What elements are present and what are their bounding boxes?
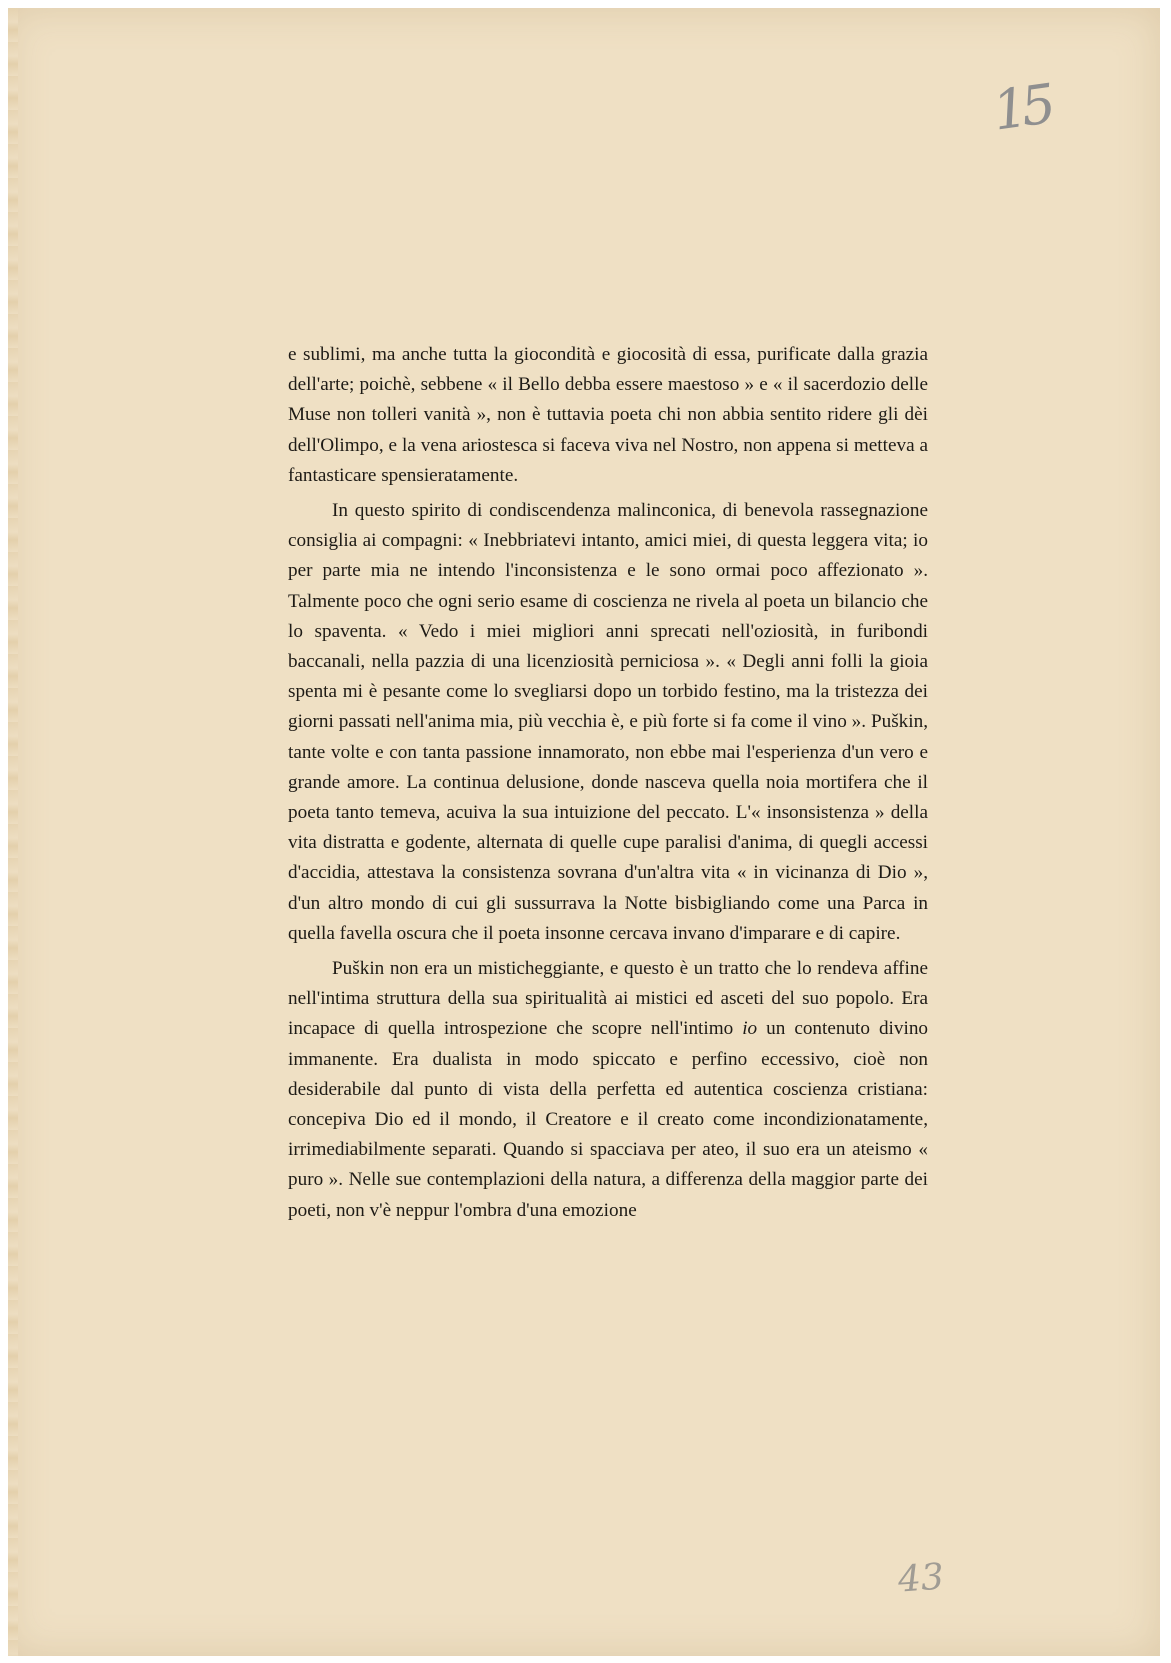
paragraph-1-text: e sublimi, ma anche tutta la giocondità e giocosità di essa, purificate dalla grazia dell'arte; poichè, sebbene « il Bello debba essere maestoso » e « il sacerdozio delle Muse non tolleri vanità », non è tuttavia poeta chi non abbia sentito ridere gli dèi dell'Olimpo, e la vena ariostesca si faceva viva nel Nostro, non appena si metteva a fantasticare spensieratamente. [288, 344, 928, 486]
document-page [8, 8, 1160, 1656]
paragraph-1 [288, 340, 928, 491]
paragraph-3-text-b: un contenuto divino immanente. Era dualista in modo spiccato e perfino eccessivo, cioè non desiderabile dal punto di vista della perfetta ed autentica coscienza cristiana: concepiva Dio ed il mondo, il Creatore e il creato come incondizionatamente, irrimediabilmente separati. Quando si spacciava per ateo, il suo era un ateismo « puro ». Nelle sue contemplazioni della natura, a differenza della maggior parte dei poeti, non v'è neppur l'ombra d'una emozione [288, 1018, 929, 1221]
paragraph-3-text-a: Puškin non era un misticheggiante, e questo è un tratto che lo rendeva affine nell'intima struttura della sua spiritualità ai mistici ed asceti del suo popolo. Era incapace di quella introspezione che scopre nell'intimo [288, 958, 928, 1040]
paragraph-3-italic-io: io [742, 1018, 758, 1040]
paragraph-2-text: In questo spirito di condiscendenza malinconica, di benevola rassegnazione consiglia ai compagni: « Inebbriatevi intanto, amici miei, di questa leggera vita; io per parte mia ne intendo l'inconsistenza e le sono ormai poco affezionato ». Talmente poco che ogni serio esame di coscienza ne rivela al poeta un bilancio che lo spaventa. « Vedo i miei migliori anni sprecati nell'oziosità, in furibondi baccanali, nella pazzia di una licenziosità perniciosa ». « Degli anni folli la gioia spenta mi è pesante come lo svegliarsi dopo un torbido festino, ma la tristezza dei giorni passati nell'anima mia, più vecchia è, e più forte si fa come il vino ». Puškin, tante volte e con tanta passione innamorato, non ebbe mai l'esperienza d'un vero e grande amore. La continua delusione, donde nasceva quella noia mortifera che il poeta tanto temeva, acuiva la sua intuizione del peccato. L'« insonsistenza » della vita distratta e godente, alternata di quelle cupe paralisi d'anima, di quegli accessi d'accidia, attestava la consistenza sovrana d'un'altra vita « in vicinanza di Dio », d'un altro mondo di cui gli sussurrava la Notte bisbigliando come una Parca in quella favella oscura che il poeta insonne cercava invano d'imparare e di capire. [288, 500, 928, 944]
body-text [288, 340, 928, 1231]
paragraph-2 [288, 496, 928, 949]
paragraph-3 [288, 954, 928, 1226]
pencil-page-number: 43 [896, 1556, 946, 1601]
folio-number: 15 [988, 72, 1054, 143]
